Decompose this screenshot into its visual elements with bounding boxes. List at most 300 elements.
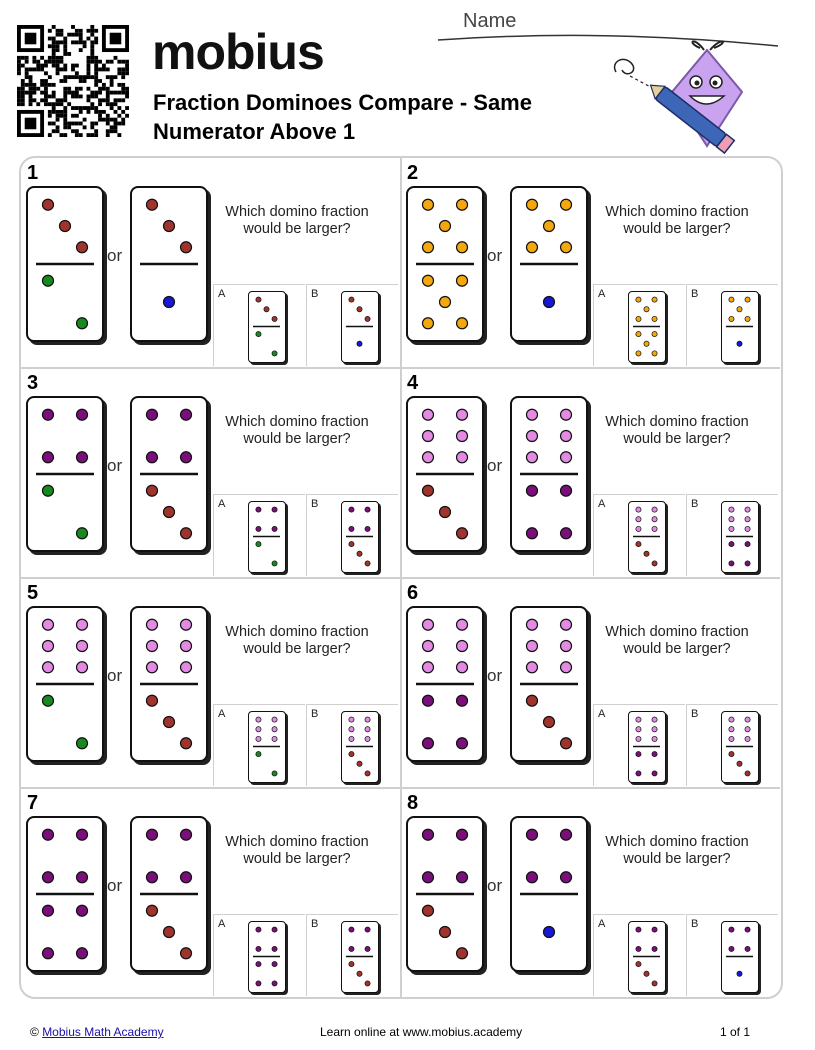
top-pip [745, 316, 750, 321]
question-cell [401, 788, 780, 997]
answer-option-b[interactable] [686, 914, 778, 996]
answer-option-b[interactable] [686, 494, 778, 576]
option-letter: A [598, 288, 606, 300]
top-pip [526, 662, 537, 673]
right-domino [510, 606, 588, 762]
qr-code [17, 25, 129, 137]
option-domino [341, 501, 379, 573]
bottom-pip [272, 961, 277, 966]
pip-layer [629, 712, 664, 781]
option-domino [341, 711, 379, 783]
top-pip [422, 872, 433, 883]
bottom-pip [42, 948, 53, 959]
top-pip [181, 872, 192, 883]
answer-option-b[interactable] [306, 704, 398, 786]
bottom-pip [422, 695, 433, 706]
pip-layer [722, 292, 757, 361]
bottom-pip [745, 541, 750, 546]
top-pip [349, 727, 354, 732]
bottom-pip [526, 485, 537, 496]
top-pip [146, 619, 157, 630]
copyright-symbol: © [30, 1025, 39, 1039]
top-pip [561, 409, 572, 420]
name-label: Name [463, 10, 517, 32]
bottom-pip [146, 485, 157, 496]
top-pip [729, 517, 734, 522]
bottom-pip [77, 528, 88, 539]
left-domino [406, 816, 484, 972]
top-pip [146, 409, 157, 420]
option-letter: B [691, 708, 699, 720]
footer-page-number: 1 of 1 [720, 1025, 751, 1039]
top-pip [561, 619, 572, 630]
top-pip [272, 736, 277, 741]
top-pip [636, 717, 641, 722]
top-pip [181, 409, 192, 420]
top-pip [745, 736, 750, 741]
answer-option-a[interactable] [593, 494, 685, 576]
top-pip [745, 717, 750, 722]
top-pip [457, 452, 468, 463]
question-cell [401, 368, 780, 579]
bottom-pip [357, 971, 362, 976]
option-domino [341, 291, 379, 363]
pip-layer [249, 502, 284, 571]
pip-layer [408, 398, 482, 550]
top-pip [457, 662, 468, 673]
pip-layer [132, 188, 206, 340]
top-pip [146, 829, 157, 840]
option-domino [628, 921, 666, 993]
bottom-pip [652, 351, 657, 356]
top-pip [256, 297, 261, 302]
top-pip [457, 199, 468, 210]
bottom-pip [256, 961, 261, 966]
bottom-pip [544, 297, 555, 308]
bottom-pip [422, 318, 433, 329]
mobius-academy-link[interactable]: Mobius Math Academy [42, 1025, 164, 1039]
bottom-pip [42, 275, 53, 286]
bottom-pip [357, 551, 362, 556]
bottom-pip [349, 541, 354, 546]
top-pip [422, 199, 433, 210]
top-pip [365, 727, 370, 732]
answer-option-b[interactable] [306, 494, 398, 576]
footer-copyright [30, 1025, 164, 1039]
option-letter: B [691, 498, 699, 510]
left-domino [406, 396, 484, 552]
bottom-pip [181, 738, 192, 749]
answer-option-a[interactable] [593, 704, 685, 786]
top-pip [745, 297, 750, 302]
top-pip [256, 736, 261, 741]
left-domino [26, 396, 104, 552]
right-domino [130, 606, 208, 762]
question-number: 2 [407, 162, 419, 184]
pip-layer [408, 608, 482, 760]
top-pip [422, 409, 433, 420]
answer-option-a[interactable] [593, 284, 685, 366]
top-pip [272, 316, 277, 321]
top-pip [272, 507, 277, 512]
top-pip [652, 946, 657, 951]
answer-option-b[interactable] [686, 284, 778, 366]
top-pip [729, 927, 734, 932]
top-pip [636, 507, 641, 512]
top-pip [42, 619, 53, 630]
top-pip [636, 526, 641, 531]
top-pip [422, 829, 433, 840]
option-domino [721, 291, 759, 363]
top-pip [526, 199, 537, 210]
option-domino [248, 501, 286, 573]
option-domino [628, 711, 666, 783]
top-pip [644, 307, 649, 312]
top-pip [349, 297, 354, 302]
top-pip [272, 927, 277, 932]
worksheet-grid [19, 156, 783, 999]
option-letter: A [218, 288, 226, 300]
question-prompt: Which domino fraction would be larger? [605, 414, 749, 447]
question-number: 3 [27, 372, 39, 394]
top-pip [357, 307, 362, 312]
top-pip [561, 242, 572, 253]
bottom-pip [729, 541, 734, 546]
top-pip [561, 199, 572, 210]
answer-option-b[interactable] [306, 914, 398, 996]
top-pip [264, 307, 269, 312]
bottom-pip [457, 948, 468, 959]
pip-layer [342, 292, 377, 361]
top-pip [256, 507, 261, 512]
question-prompt: Which domino fraction would be larger? [225, 624, 369, 657]
top-pip [365, 946, 370, 951]
right-domino [510, 186, 588, 342]
bottom-pip [365, 561, 370, 566]
question-cell [401, 578, 780, 789]
top-pip [729, 727, 734, 732]
top-pip [422, 641, 433, 652]
option-letter: B [311, 708, 319, 720]
option-letter: B [311, 498, 319, 510]
option-domino [721, 921, 759, 993]
top-pip [146, 872, 157, 883]
top-pip [652, 316, 657, 321]
top-pip [256, 526, 261, 531]
bottom-pip [146, 905, 157, 916]
right-domino [510, 396, 588, 552]
question-number: 4 [407, 372, 419, 394]
left-domino [406, 606, 484, 762]
top-pip [526, 829, 537, 840]
top-pip [77, 242, 88, 253]
top-pip [636, 927, 641, 932]
answer-option-a[interactable] [593, 914, 685, 996]
top-pip [636, 297, 641, 302]
top-pip [77, 452, 88, 463]
top-pip [42, 452, 53, 463]
bottom-pip [544, 927, 555, 938]
top-pip [457, 409, 468, 420]
bottom-pip [77, 738, 88, 749]
bottom-pip [256, 541, 261, 546]
option-letter: A [218, 498, 226, 510]
answer-option-b[interactable] [686, 704, 778, 786]
top-pip [42, 829, 53, 840]
bottom-pip [457, 275, 468, 286]
right-domino [130, 186, 208, 342]
top-pip [181, 829, 192, 840]
bottom-pip [164, 717, 175, 728]
option-letter: A [598, 708, 606, 720]
bottom-pip [440, 297, 451, 308]
question-number: 7 [27, 792, 39, 814]
top-pip [745, 526, 750, 531]
bottom-pip [652, 981, 657, 986]
or-label: or [107, 876, 123, 895]
bottom-pip [644, 341, 649, 346]
bottom-pip [652, 771, 657, 776]
question-cell [21, 158, 402, 369]
top-pip [636, 946, 641, 951]
answer-option-a[interactable] [213, 704, 305, 786]
top-pip [77, 662, 88, 673]
question-cell [21, 578, 402, 789]
option-letter: B [311, 288, 319, 300]
top-pip [60, 221, 71, 232]
bottom-pip [42, 905, 53, 916]
option-letter: B [311, 918, 319, 930]
bottom-pip [636, 751, 641, 756]
bottom-pip [422, 485, 433, 496]
option-letter: B [691, 288, 699, 300]
bottom-pip [457, 528, 468, 539]
right-domino [510, 816, 588, 972]
option-letter: A [218, 918, 226, 930]
top-pip [146, 452, 157, 463]
option-letter: A [598, 498, 606, 510]
top-pip [365, 717, 370, 722]
top-pip [365, 316, 370, 321]
pip-layer [512, 398, 586, 550]
left-domino [26, 606, 104, 762]
pip-layer [629, 922, 664, 991]
top-pip [272, 526, 277, 531]
answer-option-a[interactable] [213, 914, 305, 996]
option-letter: B [691, 918, 699, 930]
top-pip [440, 221, 451, 232]
top-pip [652, 736, 657, 741]
top-pip [737, 307, 742, 312]
option-domino [248, 921, 286, 993]
top-pip [349, 507, 354, 512]
bottom-pip [422, 275, 433, 286]
top-pip [256, 727, 261, 732]
left-domino [406, 186, 484, 342]
top-pip [146, 641, 157, 652]
top-pip [526, 452, 537, 463]
pip-layer [342, 922, 377, 991]
answer-option-a[interactable] [213, 494, 305, 576]
bottom-pip [164, 507, 175, 518]
or-label: or [487, 456, 503, 475]
bottom-pip [544, 717, 555, 728]
top-pip [181, 662, 192, 673]
option-domino [248, 711, 286, 783]
top-pip [77, 641, 88, 652]
pip-layer [512, 188, 586, 340]
bottom-pip [42, 485, 53, 496]
top-pip [652, 507, 657, 512]
question-number: 6 [407, 582, 419, 604]
top-pip [457, 431, 468, 442]
top-pip [561, 872, 572, 883]
top-pip [526, 242, 537, 253]
question-number: 8 [407, 792, 419, 814]
top-pip [652, 717, 657, 722]
bottom-pip [644, 971, 649, 976]
top-pip [652, 927, 657, 932]
top-pip [181, 242, 192, 253]
pip-layer [249, 922, 284, 991]
or-label: or [107, 666, 123, 685]
answer-option-a[interactable] [213, 284, 305, 366]
pip-layer [408, 188, 482, 340]
bottom-pip [256, 331, 261, 336]
top-pip [561, 662, 572, 673]
pip-layer [629, 502, 664, 571]
bottom-pip [636, 771, 641, 776]
bottom-pip [440, 507, 451, 518]
top-pip [745, 927, 750, 932]
bottom-pip [636, 331, 641, 336]
top-pip [181, 619, 192, 630]
bottom-pip [77, 948, 88, 959]
top-pip [181, 452, 192, 463]
top-pip [422, 452, 433, 463]
bottom-pip [422, 738, 433, 749]
top-pip [526, 619, 537, 630]
top-pip [349, 736, 354, 741]
top-pip [526, 409, 537, 420]
pip-layer [342, 712, 377, 781]
top-pip [181, 641, 192, 652]
top-pip [256, 946, 261, 951]
top-pip [42, 409, 53, 420]
bottom-pip [729, 751, 734, 756]
top-pip [745, 517, 750, 522]
bottom-pip [422, 905, 433, 916]
option-domino [628, 291, 666, 363]
or-label: or [107, 456, 123, 475]
bottom-pip [652, 331, 657, 336]
bottom-pip [77, 318, 88, 329]
pip-layer [629, 292, 664, 361]
mobius-logo: mobius [152, 24, 324, 80]
mascot-illustration [612, 34, 752, 154]
top-pip [42, 662, 53, 673]
bottom-pip [181, 528, 192, 539]
bottom-pip [636, 541, 641, 546]
pip-layer [342, 502, 377, 571]
bottom-pip [457, 318, 468, 329]
top-pip [457, 619, 468, 630]
bottom-pip [457, 738, 468, 749]
pip-layer [722, 922, 757, 991]
answer-option-b[interactable] [306, 284, 398, 366]
question-number: 1 [27, 162, 39, 184]
top-pip [729, 736, 734, 741]
option-domino [721, 711, 759, 783]
top-pip [77, 872, 88, 883]
top-pip [652, 517, 657, 522]
bottom-pip [349, 961, 354, 966]
or-label: or [487, 876, 503, 895]
pip-layer [249, 712, 284, 781]
right-domino [130, 816, 208, 972]
option-domino [248, 291, 286, 363]
bottom-pip [256, 751, 261, 756]
bottom-pip [561, 738, 572, 749]
question-prompt: Which domino fraction would be larger? [605, 204, 749, 237]
top-pip [422, 431, 433, 442]
bottom-pip [636, 961, 641, 966]
top-pip [457, 829, 468, 840]
pip-layer [28, 608, 102, 760]
top-pip [349, 927, 354, 932]
top-pip [422, 619, 433, 630]
top-pip [636, 727, 641, 732]
or-label: or [487, 666, 503, 685]
bottom-pip [737, 341, 742, 346]
bottom-pip [272, 561, 277, 566]
top-pip [42, 199, 53, 210]
pip-layer [28, 188, 102, 340]
pip-layer [408, 818, 482, 970]
footer-learn-online: Learn online at www.mobius.academy [320, 1025, 523, 1039]
top-pip [652, 297, 657, 302]
question-prompt: Which domino fraction would be larger? [605, 624, 749, 657]
option-letter: A [218, 708, 226, 720]
bottom-pip [181, 948, 192, 959]
bottom-pip [164, 927, 175, 938]
top-pip [544, 221, 555, 232]
pip-layer [132, 608, 206, 760]
top-pip [256, 717, 261, 722]
top-pip [526, 431, 537, 442]
top-pip [457, 641, 468, 652]
top-pip [561, 452, 572, 463]
top-pip [42, 872, 53, 883]
top-pip [636, 517, 641, 522]
top-pip [745, 507, 750, 512]
top-pip [77, 619, 88, 630]
page-title: Fraction Dominoes Compare - Same Numerator Above 1 [153, 90, 532, 144]
or-label: or [487, 246, 503, 265]
bottom-pip [42, 695, 53, 706]
pip-layer [249, 292, 284, 361]
right-domino [130, 396, 208, 552]
top-pip [636, 736, 641, 741]
left-domino [26, 816, 104, 972]
pip-layer [132, 398, 206, 550]
or-label: or [107, 246, 123, 265]
top-pip [365, 736, 370, 741]
option-letter: A [598, 918, 606, 930]
bottom-pip [357, 761, 362, 766]
top-pip [146, 199, 157, 210]
bottom-pip [164, 297, 175, 308]
